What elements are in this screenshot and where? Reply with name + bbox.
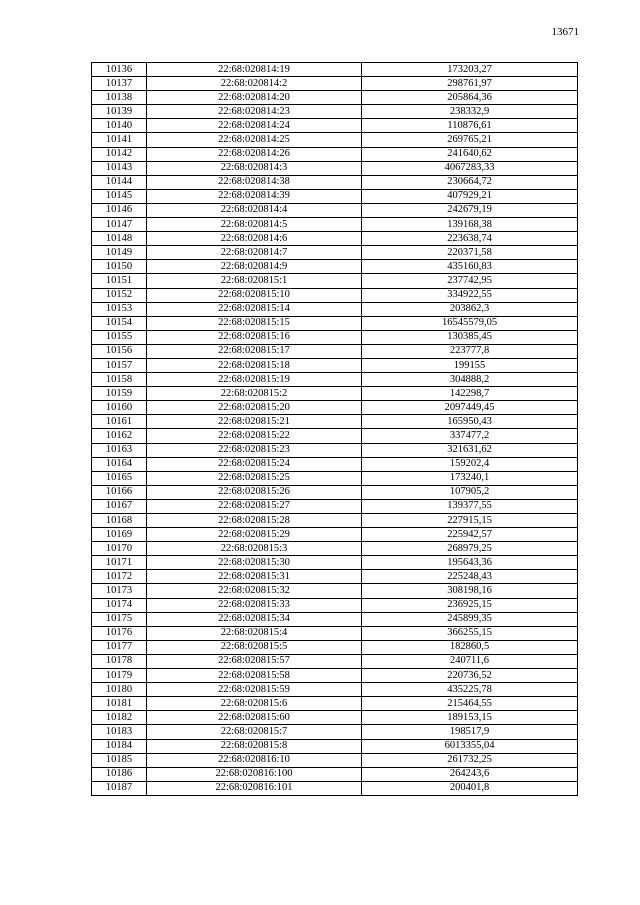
cadastral-number-cell: 22:68:020815:22 [147,429,362,443]
cadastral-number-cell: 22:68:020815:19 [147,373,362,387]
cadastral-value-cell: 238332,9 [362,105,578,119]
row-number-cell: 10165 [92,471,147,485]
cadastral-value-cell: 189153,15 [362,711,578,725]
cadastral-value-cell: 165950,43 [362,415,578,429]
row-number-cell: 10142 [92,147,147,161]
table-row [92,133,578,147]
row-number-cell: 10162 [92,429,147,443]
table-row [92,316,578,330]
row-number-cell: 10182 [92,711,147,725]
cadastral-value-table [91,62,578,796]
table-row [92,77,578,91]
cadastral-number-cell: 22:68:020815:58 [147,669,362,683]
row-number-cell: 10144 [92,175,147,189]
cadastral-value-cell: 245899,35 [362,612,578,626]
table-row [92,63,578,77]
row-number-cell: 10176 [92,626,147,640]
cadastral-number-cell: 22:68:020815:14 [147,302,362,316]
row-number-cell: 10145 [92,189,147,203]
row-number-cell: 10157 [92,358,147,372]
table-row [92,147,578,161]
row-number-cell: 10175 [92,612,147,626]
cadastral-value-cell: 16545579,05 [362,316,578,330]
cadastral-number-cell: 22:68:020814:38 [147,175,362,189]
table-row [92,119,578,133]
cadastral-value-cell: 237742,95 [362,274,578,288]
cadastral-value-cell: 173240,1 [362,471,578,485]
cadastral-number-cell: 22:68:020816:10 [147,753,362,767]
cadastral-number-cell: 22:68:020815:24 [147,457,362,471]
row-number-cell: 10160 [92,401,147,415]
cadastral-number-cell: 22:68:020815:8 [147,739,362,753]
row-number-cell: 10185 [92,753,147,767]
row-number-cell: 10173 [92,584,147,598]
row-number-cell: 10169 [92,528,147,542]
table-row [92,612,578,626]
table-row [92,753,578,767]
row-number-cell: 10156 [92,344,147,358]
cadastral-value-cell: 159202,4 [362,457,578,471]
row-number-cell: 10148 [92,232,147,246]
cadastral-value-cell: 337477,2 [362,429,578,443]
cadastral-value-cell: 198517,9 [362,725,578,739]
table-row [92,358,578,372]
row-number-cell: 10164 [92,457,147,471]
cadastral-number-cell: 22:68:020815:28 [147,514,362,528]
cadastral-value-cell: 203862,3 [362,302,578,316]
cadastral-value-cell: 4067283,33 [362,161,578,175]
table-row [92,203,578,217]
cadastral-number-cell: 22:68:020814:9 [147,260,362,274]
table-row [92,570,578,584]
table-row [92,767,578,781]
table-row [92,584,578,598]
table-row [92,105,578,119]
cadastral-number-cell: 22:68:020814:39 [147,189,362,203]
table-row [92,654,578,668]
row-number-cell: 10138 [92,91,147,105]
table-row [92,288,578,302]
row-number-cell: 10140 [92,119,147,133]
row-number-cell: 10139 [92,105,147,119]
cadastral-number-cell: 22:68:020814:23 [147,105,362,119]
cadastral-value-cell: 366255,15 [362,626,578,640]
table-row [92,218,578,232]
row-number-cell: 10151 [92,274,147,288]
row-number-cell: 10149 [92,246,147,260]
cadastral-value-cell: 142298,7 [362,387,578,401]
cadastral-value-cell: 215464,55 [362,697,578,711]
cadastral-value-cell: 139168,38 [362,218,578,232]
cadastral-value-cell: 199155 [362,358,578,372]
table-row [92,471,578,485]
cadastral-value-cell: 6013355,04 [362,739,578,753]
cadastral-number-cell: 22:68:020814:5 [147,218,362,232]
table-row [92,499,578,513]
cadastral-value-cell: 230664,72 [362,175,578,189]
cadastral-number-cell: 22:68:020815:25 [147,471,362,485]
cadastral-value-cell: 205864,36 [362,91,578,105]
cadastral-value-cell: 304888,2 [362,373,578,387]
cadastral-number-cell: 22:68:020815:5 [147,640,362,654]
cadastral-value-cell: 242679,19 [362,203,578,217]
cadastral-number-cell: 22:68:020815:16 [147,330,362,344]
row-number-cell: 10166 [92,485,147,499]
cadastral-number-cell: 22:68:020815:21 [147,415,362,429]
cadastral-number-cell: 22:68:020816:100 [147,767,362,781]
table-row [92,344,578,358]
table-row [92,711,578,725]
table-row [92,330,578,344]
cadastral-number-cell: 22:68:020814:26 [147,147,362,161]
cadastral-value-cell: 435160,83 [362,260,578,274]
row-number-cell: 10171 [92,556,147,570]
cadastral-number-cell: 22:68:020815:31 [147,570,362,584]
cadastral-value-cell: 321631,62 [362,443,578,457]
cadastral-number-cell: 22:68:020815:2 [147,387,362,401]
cadastral-value-cell: 223638,74 [362,232,578,246]
cadastral-value-cell: 130385,45 [362,330,578,344]
table-row [92,683,578,697]
cadastral-value-cell: 334922,55 [362,288,578,302]
table-row [92,457,578,471]
cadastral-value-cell: 298761,97 [362,77,578,91]
row-number-cell: 10174 [92,598,147,612]
row-number-cell: 10177 [92,640,147,654]
cadastral-value-cell: 173203,27 [362,63,578,77]
table-row [92,161,578,175]
row-number-cell: 10146 [92,203,147,217]
row-number-cell: 10170 [92,542,147,556]
table-row [92,598,578,612]
cadastral-number-cell: 22:68:020814:3 [147,161,362,175]
cadastral-number-cell: 22:68:020815:20 [147,401,362,415]
cadastral-number-cell: 22:68:020815:10 [147,288,362,302]
table-row [92,725,578,739]
cadastral-number-cell: 22:68:020814:20 [147,91,362,105]
cadastral-number-cell: 22:68:020815:23 [147,443,362,457]
cadastral-value-cell: 268979,25 [362,542,578,556]
table-row [92,739,578,753]
cadastral-number-cell: 22:68:020815:60 [147,711,362,725]
cadastral-number-cell: 22:68:020815:57 [147,654,362,668]
cadastral-value-cell: 220736,52 [362,669,578,683]
row-number-cell: 10150 [92,260,147,274]
cadastral-value-cell: 195643,36 [362,556,578,570]
cadastral-value-cell: 223777,8 [362,344,578,358]
cadastral-number-cell: 22:68:020815:29 [147,528,362,542]
row-number-cell: 10152 [92,288,147,302]
cadastral-value-cell: 241640,62 [362,147,578,161]
row-number-cell: 10158 [92,373,147,387]
row-number-cell: 10155 [92,330,147,344]
row-number-cell: 10137 [92,77,147,91]
table-row [92,669,578,683]
table-row [92,274,578,288]
row-number-cell: 10154 [92,316,147,330]
row-number-cell: 10159 [92,387,147,401]
cadastral-number-cell: 22:68:020815:34 [147,612,362,626]
cadastral-value-cell: 107905,2 [362,485,578,499]
cadastral-number-cell: 22:68:020815:1 [147,274,362,288]
table-row [92,175,578,189]
cadastral-number-cell: 22:68:020815:4 [147,626,362,640]
row-number-cell: 10179 [92,669,147,683]
table-row [92,260,578,274]
cadastral-value-cell: 435225,78 [362,683,578,697]
table-row [92,91,578,105]
table-row [92,246,578,260]
table-row [92,514,578,528]
row-number-cell: 10180 [92,683,147,697]
row-number-cell: 10141 [92,133,147,147]
cadastral-number-cell: 22:68:020814:4 [147,203,362,217]
table-row [92,781,578,795]
row-number-cell: 10153 [92,302,147,316]
cadastral-value-cell: 269765,21 [362,133,578,147]
table-row [92,485,578,499]
cadastral-value-cell: 225942,57 [362,528,578,542]
cadastral-number-cell: 22:68:020815:6 [147,697,362,711]
cadastral-number-cell: 22:68:020814:24 [147,119,362,133]
row-number-cell: 10184 [92,739,147,753]
row-number-cell: 10168 [92,514,147,528]
table-row [92,556,578,570]
table-row [92,302,578,316]
table-row [92,189,578,203]
table-row [92,387,578,401]
cadastral-value-cell: 261732,25 [362,753,578,767]
page-number: 13671 [551,26,579,38]
table-row [92,542,578,556]
cadastral-number-cell: 22:68:020814:7 [147,246,362,260]
table-row [92,640,578,654]
cadastral-number-cell: 22:68:020815:33 [147,598,362,612]
cadastral-value-cell: 227915,15 [362,514,578,528]
cadastral-number-cell: 22:68:020816:101 [147,781,362,795]
cadastral-value-cell: 264243,6 [362,767,578,781]
cadastral-number-cell: 22:68:020815:26 [147,485,362,499]
table-row [92,232,578,246]
row-number-cell: 10161 [92,415,147,429]
table-row [92,697,578,711]
cadastral-number-cell: 22:68:020815:17 [147,344,362,358]
cadastral-number-cell: 22:68:020814:2 [147,77,362,91]
row-number-cell: 10186 [92,767,147,781]
cadastral-number-cell: 22:68:020815:32 [147,584,362,598]
cadastral-number-cell: 22:68:020815:7 [147,725,362,739]
cadastral-value-cell: 236925,15 [362,598,578,612]
cadastral-value-cell: 139377,55 [362,499,578,513]
row-number-cell: 10167 [92,499,147,513]
cadastral-number-cell: 22:68:020815:27 [147,499,362,513]
row-number-cell: 10147 [92,218,147,232]
row-number-cell: 10172 [92,570,147,584]
table-row [92,373,578,387]
row-number-cell: 10136 [92,63,147,77]
cadastral-value-cell: 407929,21 [362,189,578,203]
cadastral-value-cell: 225248,43 [362,570,578,584]
table-row [92,626,578,640]
row-number-cell: 10163 [92,443,147,457]
cadastral-value-cell: 182860,5 [362,640,578,654]
table-row [92,443,578,457]
row-number-cell: 10183 [92,725,147,739]
cadastral-number-cell: 22:68:020815:15 [147,316,362,330]
cadastral-value-cell: 240711,6 [362,654,578,668]
table-row [92,528,578,542]
table-row [92,401,578,415]
cadastral-number-cell: 22:68:020814:6 [147,232,362,246]
cadastral-number-cell: 22:68:020814:25 [147,133,362,147]
cadastral-number-cell: 22:68:020815:30 [147,556,362,570]
cadastral-number-cell: 22:68:020815:18 [147,358,362,372]
table-row [92,429,578,443]
cadastral-number-cell: 22:68:020815:59 [147,683,362,697]
row-number-cell: 10178 [92,654,147,668]
cadastral-value-cell: 200401,8 [362,781,578,795]
cadastral-value-cell: 220371,58 [362,246,578,260]
row-number-cell: 10143 [92,161,147,175]
cadastral-number-cell: 22:68:020815:3 [147,542,362,556]
row-number-cell: 10187 [92,781,147,795]
cadastral-value-cell: 110876,61 [362,119,578,133]
cadastral-value-cell: 2097449,45 [362,401,578,415]
cadastral-value-cell: 308198,16 [362,584,578,598]
table-row [92,415,578,429]
cadastral-number-cell: 22:68:020814:19 [147,63,362,77]
table-body [92,63,578,796]
row-number-cell: 10181 [92,697,147,711]
